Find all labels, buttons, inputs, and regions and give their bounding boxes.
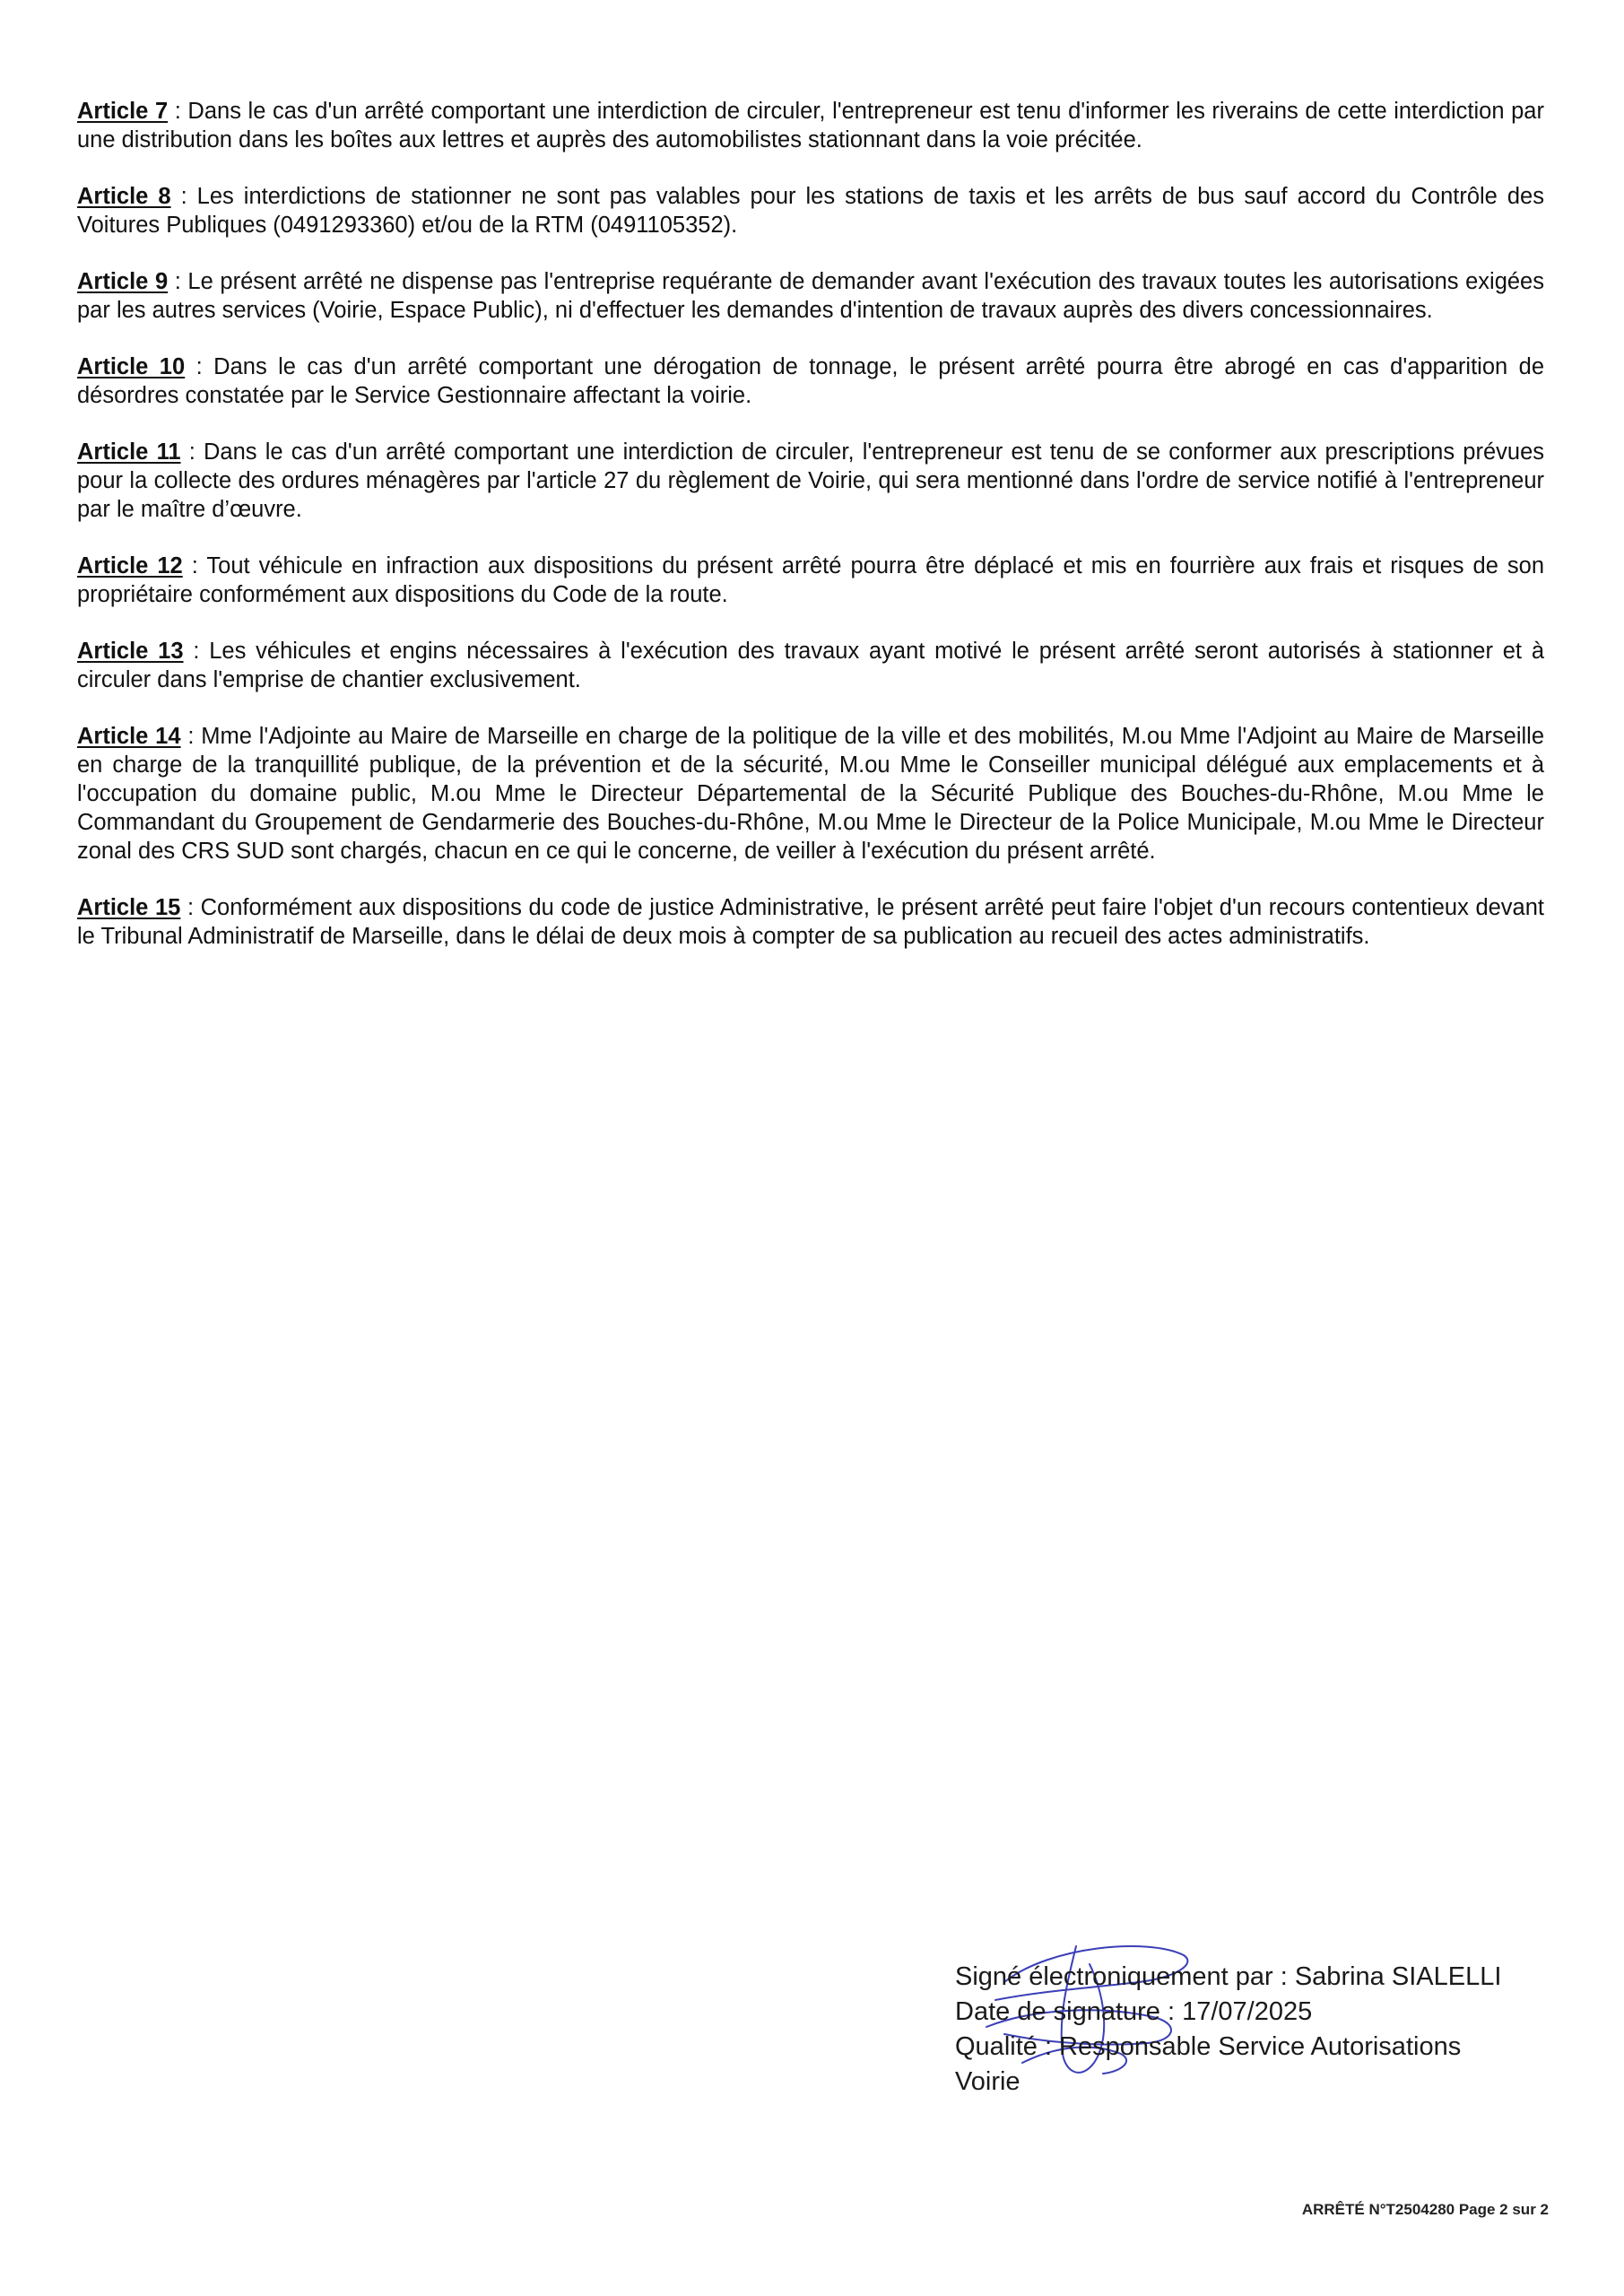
article-label: Article 8 bbox=[77, 184, 171, 209]
article-label: Article 13 bbox=[77, 639, 184, 664]
signature-block bbox=[955, 1960, 1547, 2100]
page-footer: ARRÊTÉ N°T2504280 Page 2 sur 2 bbox=[1301, 2201, 1549, 2218]
article-9 bbox=[77, 267, 1544, 325]
article-13 bbox=[77, 637, 1544, 694]
article-text: : Dans le cas d'un arrêté comportant une interdiction de circuler, l'entrepreneur est tenu d'informer les riverains de cette interdiction par une distribution dans les boîtes aux lettres et auprès des automobilistes stationnant dans la voie précitée. bbox=[77, 99, 1544, 152]
article-label: Article 11 bbox=[77, 439, 181, 465]
article-label: Article 9 bbox=[77, 269, 169, 294]
article-text: : Les véhicules et engins nécessaires à l'exécution des travaux ayant motivé le présent arrêté seront autorisés à stationner et à circuler dans l'emprise de chantier exclusivement. bbox=[77, 639, 1545, 692]
articles-list bbox=[77, 97, 1544, 978]
article-15 bbox=[77, 893, 1544, 951]
signer-quality: Qualité : Responsable Service Autorisations bbox=[955, 2032, 1462, 2061]
article-12 bbox=[77, 552, 1544, 609]
article-text: : Mme l'Adjointe au Maire de Marseille en charge de la politique de la ville et des mobilités, M.ou Mme l'Adjoint au Maire de Marseille en charge de la tranquillité publique, de la prévention et de la sécurité, M.ou Mme le Conseiller municipal délégué aux emplacements et à l'occupation du domaine public, M.ou Mme le Directeur Départemental de la Sécurité Publique des Bouches-du-Rhône, M.ou Mme le Commandant du Groupement de Gendarmerie des Bouches-du-Rhône, M.ou Mme le Directeur de la Police Municipale, M.ou Mme le Directeur zonal des CRS SUD sont chargés, chacun en ce qui le concerne, de veiller à l'exécution du présent arrêté. bbox=[77, 724, 1544, 864]
article-7 bbox=[77, 97, 1544, 154]
article-8 bbox=[77, 182, 1544, 239]
signature-date: Date de signature : 17/07/2025 bbox=[955, 1997, 1313, 2026]
article-text: : Tout véhicule en infraction aux dispositions du présent arrêté pourra être déplacé et mis en fourrière aux frais et risques de son propriétaire conformément aux dispositions du Code de la route. bbox=[77, 553, 1545, 607]
article-text: : Conformément aux dispositions du code de justice Administrative, le présent arrêté peut faire l'objet d'un recours contentieux devant le Tribunal Administratif de Marseille, dans le délai de deux mois à compter de sa publication au recueil des actes administratifs. bbox=[77, 895, 1545, 949]
article-10 bbox=[77, 352, 1544, 410]
article-14 bbox=[77, 722, 1544, 865]
article-label: Article 7 bbox=[77, 99, 169, 124]
article-label: Article 12 bbox=[77, 553, 183, 578]
article-text: : Dans le cas d'un arrêté comportant une interdiction de circuler, l'entrepreneur est tenu de se conformer aux prescriptions prévues pour la collecte des ordures ménagères par l'article 27 du règlement de Voirie, qui sera mentionné dans l'ordre de service notifié à l'entrepreneur par le maître d’œuvre. bbox=[77, 439, 1545, 522]
signer-quality-continued: Voirie bbox=[955, 2067, 1020, 2096]
article-label: Article 14 bbox=[77, 724, 181, 749]
article-label: Article 15 bbox=[77, 895, 181, 920]
article-text: : Dans le cas d'un arrêté comportant une dérogation de tonnage, le présent arrêté pourra être abrogé en cas d'apparition de désordres constatée par le Service Gestionnaire affectant la voirie. bbox=[77, 354, 1545, 408]
article-label: Article 10 bbox=[77, 354, 186, 379]
article-11 bbox=[77, 438, 1544, 524]
article-text: : Le présent arrêté ne dispense pas l'entreprise requérante de demander avant l'exécution des travaux toutes les autorisations exigées par les autres services (Voirie, Espace Public), ni d'effectuer les demandes d'intention de travaux auprès des divers concessionnaires. bbox=[77, 269, 1544, 323]
article-text: : Les interdictions de stationner ne sont pas valables pour les stations de taxis et les arrêts de bus sauf accord du Contrôle des Voitures Publiques (0491293360) et/ou de la RTM (0491105352). bbox=[77, 184, 1544, 238]
signed-by: Signé électroniquement par : Sabrina SIALELLI bbox=[955, 1962, 1502, 1991]
